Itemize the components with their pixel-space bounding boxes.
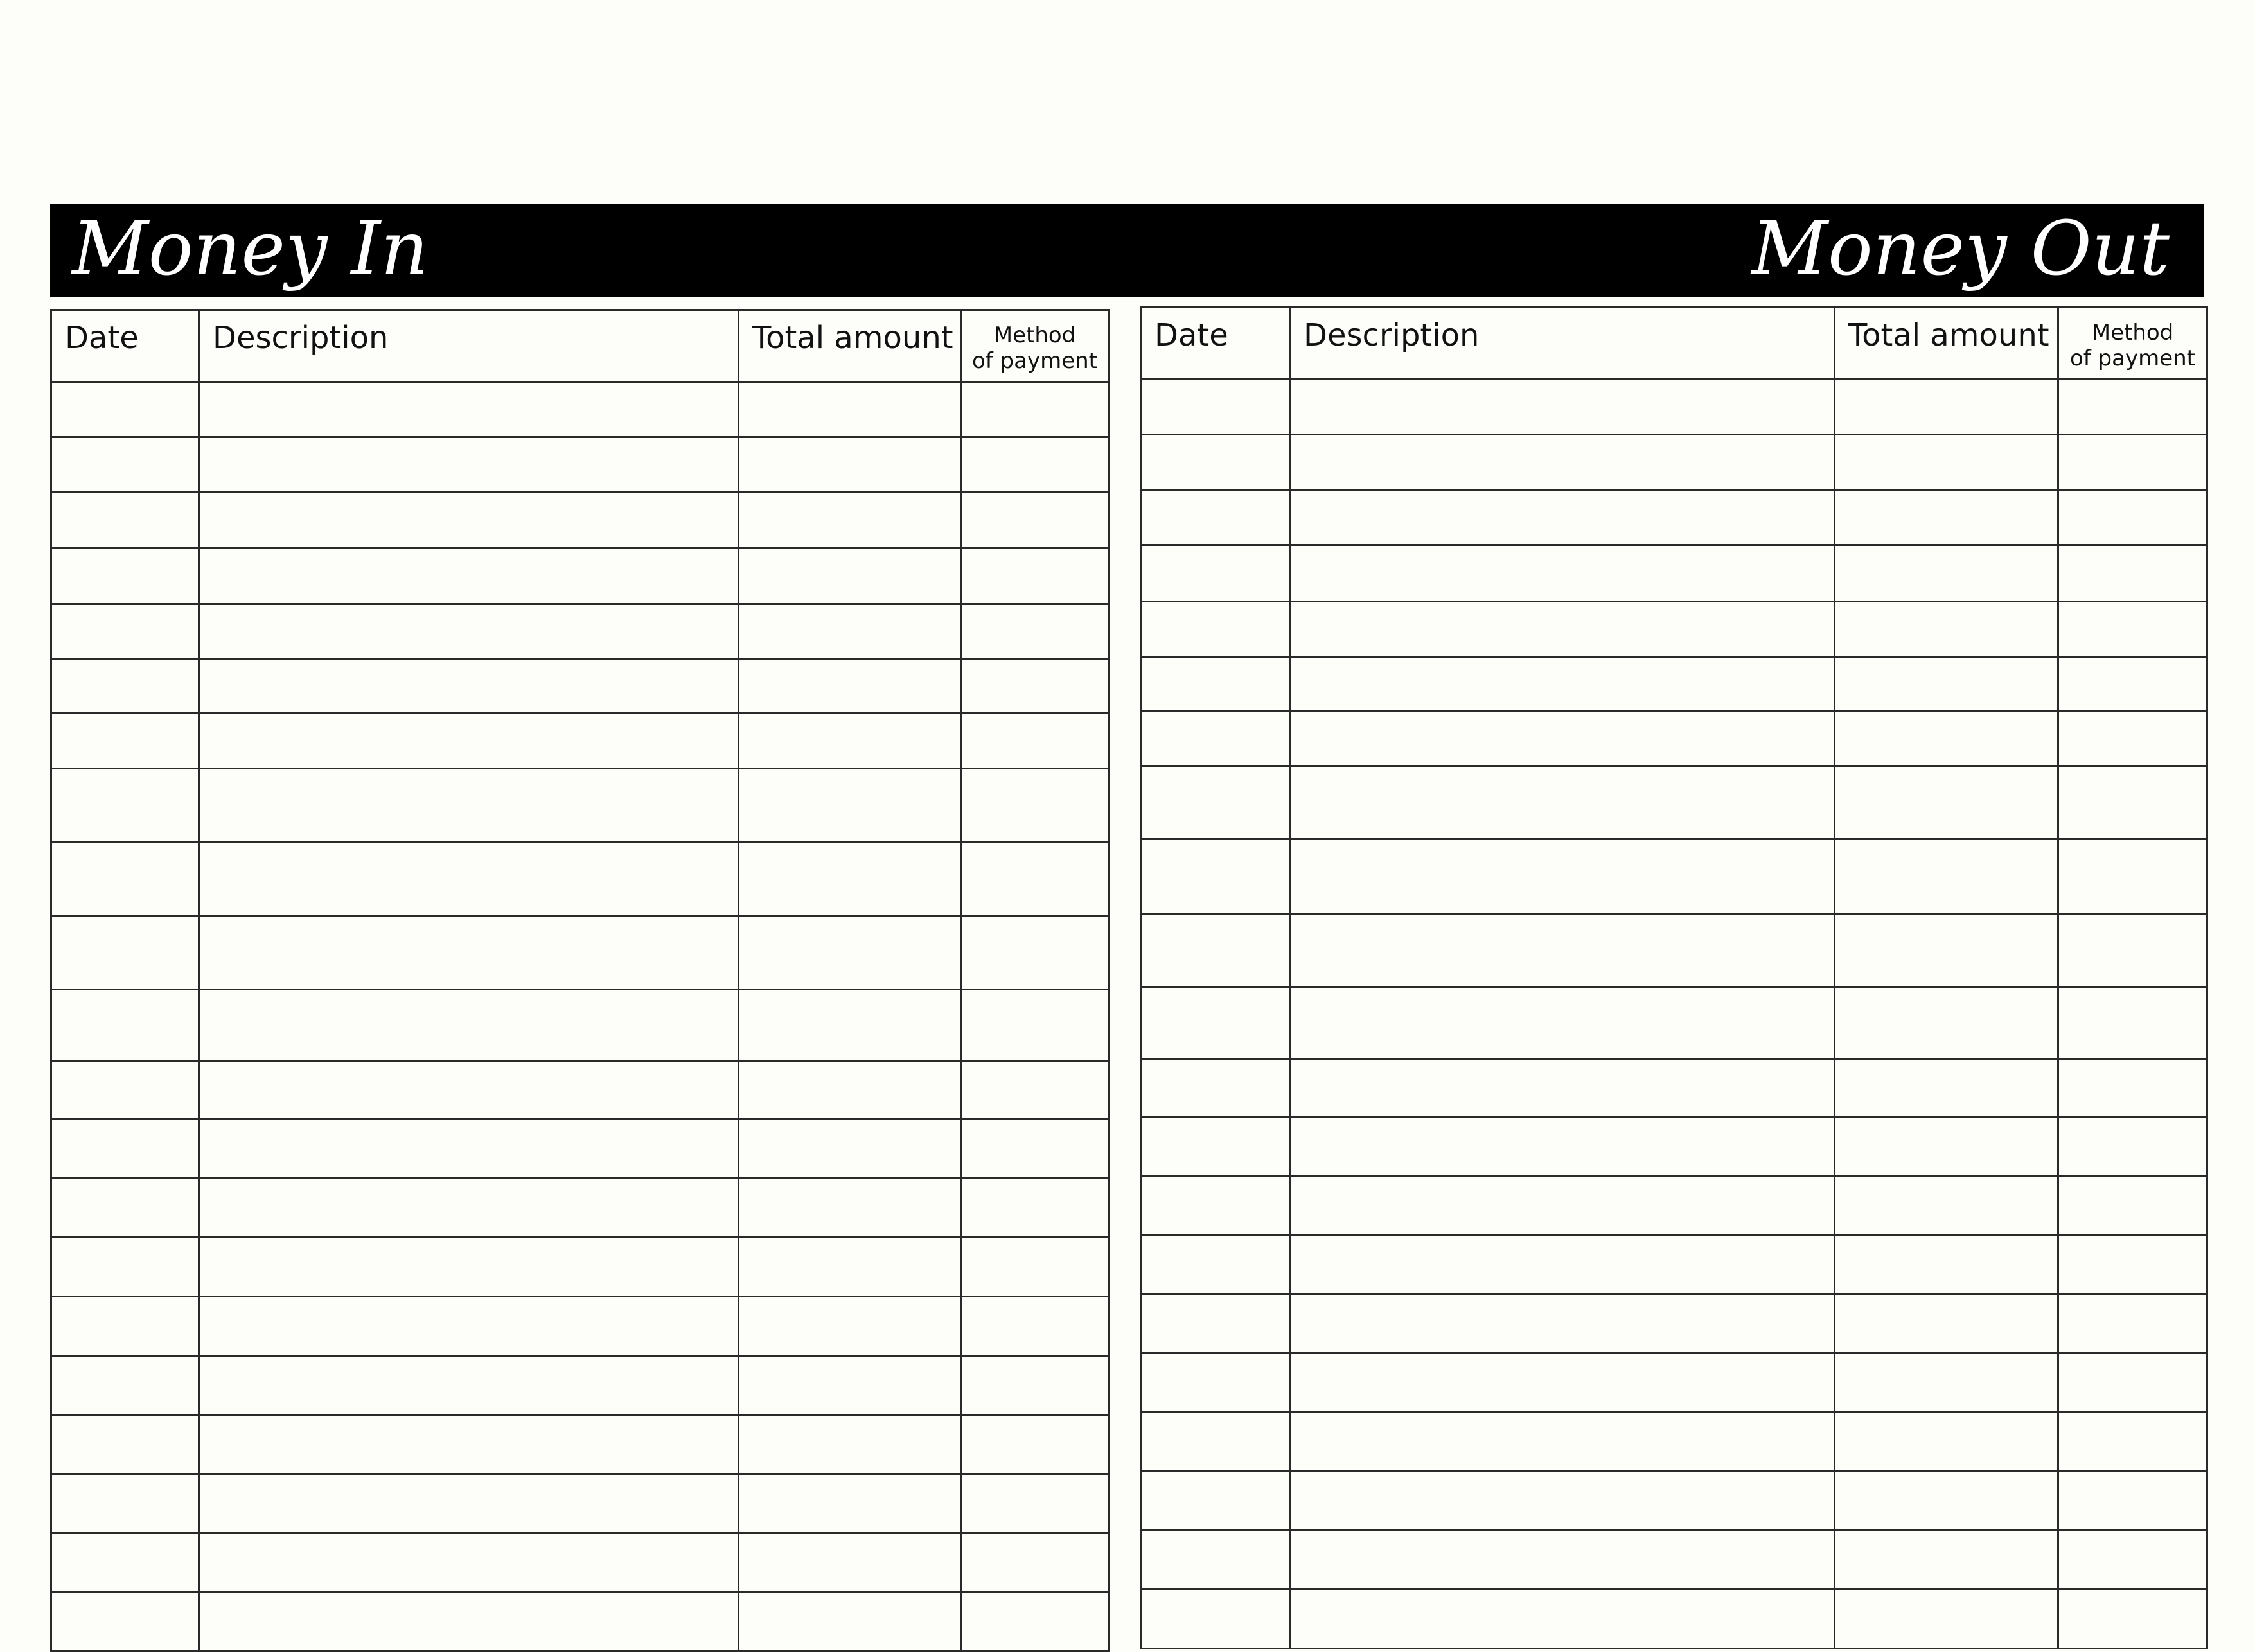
description-cell[interactable] [1290,1059,1835,1117]
description-cell[interactable] [1290,914,1835,987]
table-row [51,1238,1109,1297]
description-cell[interactable] [1290,1412,1835,1472]
date-cell[interactable] [51,917,199,990]
description-cell[interactable] [1290,1117,1835,1176]
table-row [51,1062,1109,1120]
total-amount-cell[interactable] [739,1356,961,1415]
table-row [51,1120,1109,1179]
total-amount-cell[interactable] [739,769,961,842]
table-row [51,1592,1109,1651]
total-amount-cell[interactable] [1835,914,2058,987]
date-cell[interactable] [1141,380,1290,435]
table-row [1141,1059,2207,1117]
description-cell[interactable] [199,842,739,917]
total-amount-cell[interactable] [739,382,961,437]
table-row [1141,1235,2207,1294]
date-cell[interactable] [51,1533,199,1592]
total-amount-cell[interactable] [739,604,961,660]
total-amount-cell[interactable] [1835,1531,2058,1590]
table-row [1141,1472,2207,1531]
description-cell[interactable] [1290,987,1835,1059]
method-of-payment-cell[interactable] [2058,1590,2207,1649]
total-amount-cell[interactable] [739,1179,961,1238]
method-label-line2: of payment [2069,346,2196,371]
column-header-description: Description [1290,308,1835,380]
total-amount-cell[interactable] [739,493,961,548]
date-cell[interactable] [51,548,199,604]
method-of-payment-cell[interactable] [2058,839,2207,914]
table-row [51,1415,1109,1474]
table-row [51,1533,1109,1592]
column-header-total-amount: Total amount [739,310,961,382]
table-row [51,990,1109,1062]
table-row [1141,1176,2207,1235]
method-of-payment-cell[interactable] [2058,602,2207,657]
method-of-payment-cell[interactable] [961,714,1109,769]
date-cell[interactable] [51,604,199,660]
method-of-payment-cell[interactable] [2058,1117,2207,1176]
total-amount-cell[interactable] [1835,545,2058,602]
total-amount-cell[interactable] [1835,766,2058,839]
date-cell[interactable] [1141,1176,1290,1235]
date-cell[interactable] [1141,545,1290,602]
table-row [51,842,1109,917]
table-row [1141,839,2207,914]
total-amount-cell[interactable] [739,1238,961,1297]
description-cell[interactable] [199,1415,739,1474]
table-row [1141,1590,2207,1649]
total-amount-cell[interactable] [1835,1059,2058,1117]
date-cell[interactable] [51,1474,199,1533]
table-row [1141,380,2207,435]
table-row [51,437,1109,493]
date-cell[interactable] [51,1120,199,1179]
total-amount-cell[interactable] [1835,711,2058,766]
method-of-payment-cell[interactable] [961,1297,1109,1356]
total-amount-cell[interactable] [739,917,961,990]
description-cell[interactable] [1290,657,1835,711]
date-cell[interactable] [51,990,199,1062]
description-cell[interactable] [199,382,739,437]
description-cell[interactable] [1290,602,1835,657]
total-amount-cell[interactable] [739,660,961,714]
method-of-payment-cell[interactable] [2058,1531,2207,1590]
header-bar [50,204,2204,297]
description-cell[interactable] [1290,1235,1835,1294]
description-cell[interactable] [199,1179,739,1238]
method-of-payment-cell[interactable] [2058,987,2207,1059]
date-cell[interactable] [1141,435,1290,490]
description-cell[interactable] [199,1592,739,1651]
money-out-rows [1141,380,2207,1649]
method-of-payment-cell[interactable] [961,437,1109,493]
description-cell[interactable] [199,437,739,493]
description-cell[interactable] [199,1120,739,1179]
total-amount-cell[interactable] [739,1415,961,1474]
date-cell[interactable] [1141,914,1290,987]
total-amount-cell[interactable] [739,1120,961,1179]
money-in-title: Money In [72,206,429,292]
method-of-payment-cell[interactable] [2058,711,2207,766]
table-row [51,1297,1109,1356]
date-cell[interactable] [51,493,199,548]
description-cell[interactable] [199,714,739,769]
total-amount-cell[interactable] [1835,1590,2058,1649]
method-label-line1: Method [2091,320,2174,346]
table-row [51,493,1109,548]
method-of-payment-cell[interactable] [2058,766,2207,839]
description-cell[interactable] [1290,435,1835,490]
total-amount-cell[interactable] [1835,1235,2058,1294]
table-row [51,1179,1109,1238]
description-cell[interactable] [199,493,739,548]
date-cell[interactable] [51,382,199,437]
date-cell[interactable] [1141,1472,1290,1531]
date-cell[interactable] [1141,987,1290,1059]
total-amount-cell[interactable] [739,1474,961,1533]
description-cell[interactable] [1290,711,1835,766]
column-header-date: Date [1141,308,1290,380]
method-of-payment-cell[interactable] [961,1415,1109,1474]
money-out-table [1140,306,2208,1649]
method-of-payment-cell[interactable] [2058,490,2207,545]
date-cell[interactable] [1141,1294,1290,1353]
description-cell[interactable] [1290,839,1835,914]
method-of-payment-cell[interactable] [2058,1235,2207,1294]
date-cell[interactable] [51,1415,199,1474]
table-row [51,1474,1109,1533]
table-row [1141,987,2207,1059]
date-cell[interactable] [51,1592,199,1651]
description-cell[interactable] [199,604,739,660]
total-amount-cell[interactable] [1835,490,2058,545]
total-amount-cell[interactable] [739,1297,961,1356]
total-amount-cell[interactable] [739,437,961,493]
total-amount-cell[interactable] [1835,1294,2058,1353]
date-cell[interactable] [1141,766,1290,839]
method-of-payment-cell[interactable] [2058,914,2207,987]
description-cell[interactable] [199,1533,739,1592]
date-cell[interactable] [1141,1353,1290,1412]
table-row [1141,1353,2207,1412]
total-amount-cell[interactable] [1835,602,2058,657]
table-row [1141,435,2207,490]
date-cell[interactable] [51,437,199,493]
description-cell[interactable] [1290,1590,1835,1649]
money-out-title: Money Out [1751,206,2170,292]
description-cell[interactable] [199,917,739,990]
total-amount-cell[interactable] [739,1533,961,1592]
table-row [1141,1294,2207,1353]
method-of-payment-cell[interactable] [961,1533,1109,1592]
description-cell[interactable] [1290,1472,1835,1531]
method-of-payment-cell[interactable] [2058,1059,2207,1117]
table-row [51,382,1109,437]
total-amount-cell[interactable] [1835,1117,2058,1176]
column-header-date: Date [51,310,199,382]
date-cell[interactable] [1141,1235,1290,1294]
date-cell[interactable] [51,1356,199,1415]
method-label-line2: of payment [971,348,1098,374]
table-row [1141,657,2207,711]
money-in-table [50,309,1110,1652]
table-row [51,769,1109,842]
total-amount-cell[interactable] [1835,1472,2058,1531]
description-cell[interactable] [199,660,739,714]
date-cell[interactable] [51,1062,199,1120]
date-cell[interactable] [1141,657,1290,711]
date-cell[interactable] [1141,602,1290,657]
total-amount-cell[interactable] [1835,839,2058,914]
description-cell[interactable] [199,1238,739,1297]
total-amount-cell[interactable] [739,990,961,1062]
method-of-payment-cell[interactable] [2058,545,2207,602]
total-amount-cell[interactable] [739,842,961,917]
method-of-payment-cell[interactable] [2058,1353,2207,1412]
total-amount-cell[interactable] [1835,1353,2058,1412]
method-of-payment-cell[interactable] [961,548,1109,604]
method-of-payment-cell[interactable] [2058,1294,2207,1353]
table-row [51,604,1109,660]
total-amount-cell[interactable] [1835,1176,2058,1235]
table-row [1141,914,2207,987]
description-cell[interactable] [1290,1294,1835,1353]
table-row [1141,545,2207,602]
method-of-payment-cell[interactable] [2058,1412,2207,1472]
table-row [1141,602,2207,657]
description-cell[interactable] [1290,545,1835,602]
description-cell[interactable] [199,769,739,842]
table-row [1141,1412,2207,1472]
description-cell[interactable] [1290,766,1835,839]
method-of-payment-cell[interactable] [961,1120,1109,1179]
method-of-payment-cell[interactable] [961,1356,1109,1415]
total-amount-cell[interactable] [739,548,961,604]
method-of-payment-cell[interactable] [961,660,1109,714]
description-cell[interactable] [1290,1531,1835,1590]
date-cell[interactable] [1141,711,1290,766]
table-row [1141,766,2207,839]
method-label-line1: Method [993,322,1076,348]
date-cell[interactable] [1141,490,1290,545]
date-cell[interactable] [1141,1117,1290,1176]
method-of-payment-cell[interactable] [2058,1472,2207,1531]
table-header-row [51,310,1109,382]
total-amount-cell[interactable] [1835,380,2058,435]
date-cell[interactable] [1141,839,1290,914]
date-cell[interactable] [51,1179,199,1238]
date-cell[interactable] [51,1297,199,1356]
total-amount-cell[interactable] [739,1062,961,1120]
method-of-payment-cell[interactable] [961,842,1109,917]
table-row [1141,1117,2207,1176]
description-cell[interactable] [199,1297,739,1356]
date-cell[interactable] [51,769,199,842]
method-of-payment-cell[interactable] [961,493,1109,548]
method-of-payment-cell[interactable] [961,917,1109,990]
description-cell[interactable] [199,548,739,604]
total-amount-cell[interactable] [1835,987,2058,1059]
method-of-payment-cell[interactable] [961,1474,1109,1533]
date-cell[interactable] [1141,1412,1290,1472]
table-row [1141,711,2207,766]
date-cell[interactable] [51,714,199,769]
table-header-row [1141,308,2207,380]
description-cell[interactable] [199,1356,739,1415]
description-cell[interactable] [1290,380,1835,435]
date-cell[interactable] [1141,1590,1290,1649]
date-cell[interactable] [51,842,199,917]
description-cell[interactable] [199,1062,739,1120]
method-of-payment-cell[interactable] [961,1062,1109,1120]
method-of-payment-cell[interactable] [2058,1176,2207,1235]
total-amount-cell[interactable] [1835,657,2058,711]
table-row [1141,1531,2207,1590]
method-of-payment-cell[interactable] [2058,380,2207,435]
description-cell[interactable] [1290,1353,1835,1412]
method-of-payment-cell[interactable] [961,382,1109,437]
description-cell[interactable] [1290,490,1835,545]
table-row [1141,490,2207,545]
date-cell[interactable] [51,1238,199,1297]
date-cell[interactable] [51,660,199,714]
method-of-payment-cell[interactable] [2058,657,2207,711]
method-of-payment-cell[interactable] [961,769,1109,842]
method-of-payment-cell[interactable] [2058,435,2207,490]
table-row [51,660,1109,714]
table-row [51,917,1109,990]
total-amount-cell[interactable] [739,1592,961,1651]
method-of-payment-cell[interactable] [961,1238,1109,1297]
table-row [51,714,1109,769]
method-of-payment-cell[interactable] [961,1592,1109,1651]
total-amount-cell[interactable] [739,714,961,769]
money-in-rows [51,382,1109,1651]
description-cell[interactable] [199,1474,739,1533]
method-of-payment-cell[interactable] [961,1179,1109,1238]
column-header-total-amount: Total amount [1835,308,2058,380]
total-amount-cell[interactable] [1835,435,2058,490]
table-row [51,1356,1109,1415]
column-header-method-of-payment [2058,308,2207,380]
description-cell[interactable] [1290,1176,1835,1235]
table-row [51,548,1109,604]
column-header-description: Description [199,310,739,382]
description-cell[interactable] [199,990,739,1062]
date-cell[interactable] [1141,1531,1290,1590]
date-cell[interactable] [1141,1059,1290,1117]
method-of-payment-cell[interactable] [961,604,1109,660]
method-of-payment-cell[interactable] [961,990,1109,1062]
column-header-method-of-payment [961,310,1109,382]
total-amount-cell[interactable] [1835,1412,2058,1472]
